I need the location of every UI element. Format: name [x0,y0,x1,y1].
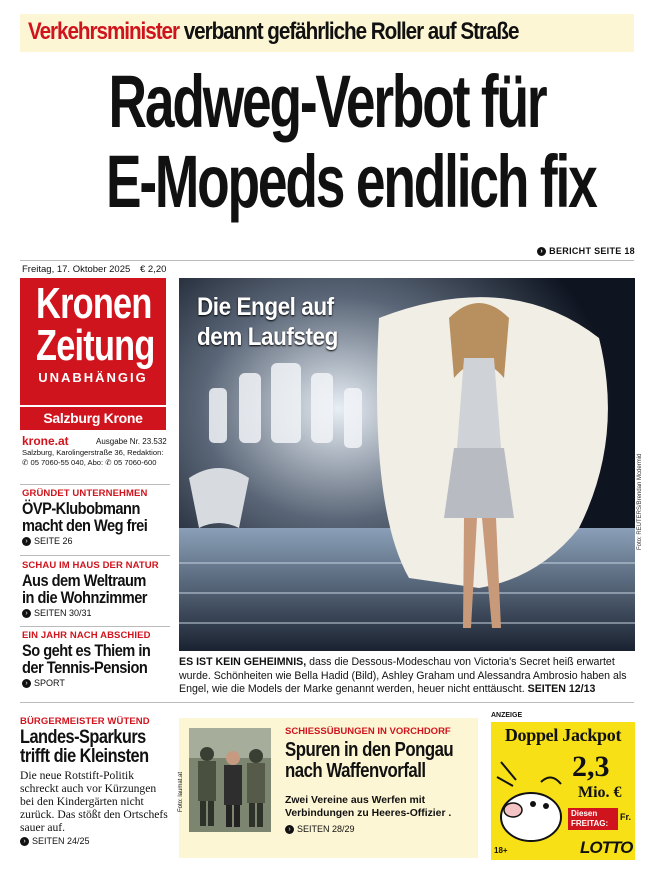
story-kicker: GRÜNDET UNTERNEHMEN [22,488,148,499]
headline-line-1: Radweg-Verbot für [108,60,546,143]
photo-credit: Foto: laumat.at [178,771,184,812]
caption-lead: ES IST KEIN GEHEIMNIS, [179,656,307,668]
story-teaser[interactable] [22,560,170,618]
jackpot-amount: 2,3 [572,750,610,783]
story-headline: ÖVP-Klubobmann macht den Weg frei [22,499,148,535]
story-teaser[interactable] [22,630,170,688]
story-headline: Aus dem Weltraum in die Wohnzimmer [22,571,147,607]
main-headline[interactable] [20,62,634,222]
divider [20,555,170,556]
phone-subscription: 05 7060-600 [113,458,157,467]
story-headline: Landes-Sparkurs trifft die Kleinsten [20,727,149,767]
phone-icon: ✆ [105,458,112,467]
story-headline: So geht es Thiem in der Tennis-Pension [22,641,151,677]
masthead-logo[interactable] [20,278,166,405]
arrow-icon: › [22,679,31,688]
divider [20,484,170,485]
ad-title: Doppel Jackpot [504,725,622,745]
story-teaser[interactable] [20,716,168,846]
divider [20,702,634,703]
website-link[interactable]: krone.at [22,434,69,448]
soldiers-image [189,728,271,832]
report-page-link[interactable] [537,246,635,256]
headline-line-2: E-Mopeds endlich fix [105,140,596,223]
draw-day-badge: Diesen FREITAG: [568,808,618,830]
logo-word-1: Kronen [36,279,152,328]
logo-tagline: UNABHÄNGIG [38,370,148,385]
photo-credit: Foto: REUTERS/Brendan Mcdermid [637,453,643,550]
story-page-ref: › SPORT [22,678,170,688]
logo-word-2: Zeitung [36,321,155,370]
report-page-label: BERICHT SEITE 18 [549,246,635,256]
story-photo [189,728,271,832]
story-body: Zwei Vereine aus Werfen mit Verbindungen zu Heeres-Offizier . [285,795,452,819]
divider [20,626,170,627]
divider [20,260,634,261]
age-restriction: 18+ [494,846,508,855]
phone-icon: ✆ [22,458,29,467]
jackpot-unit: Mio. € [578,784,622,801]
story-page-ref: › SEITE 26 [22,536,170,546]
teaser-strip[interactable] [20,14,634,52]
caption-text: dass die Dessous-Modeschau von Victoria's Secret heiß erwartet wurde. Schönheiten wie Bella Hadid (Bild), Ashley Graham und Alessandra Ambrosio haben als Engel, wie die Models der Marke genannt werden, heuer nicht enttäuscht. [179,656,627,695]
story-page-ref: › SEITEN 30/31 [22,608,170,618]
story-page-ref: › SEITEN 28/29 [285,824,355,834]
issue-number: Ausgabe Nr. 23.532 [96,437,167,446]
photo-headline: Die Engel auf dem Laufsteg [197,293,338,351]
caption-page-ref: SEITEN 12/13 [524,683,596,695]
teaser-keyword: Verkehrsminister [28,18,179,45]
issue-price: € 2,20 [140,264,167,275]
contact-address [22,448,170,468]
story-headline: Spuren in den Pongau nach Waffenvorfall [285,739,454,782]
story-kicker: SCHIESSÜBUNGEN IN VORCHDORF [285,726,451,737]
story-kicker: SCHAU IM HAUS DER NATUR [22,560,159,571]
address-line: Salzburg, Karolingerstraße 36, Redaktion: [22,448,164,457]
arrow-icon: › [22,609,31,618]
story-teaser[interactable] [22,488,170,546]
issue-date: Freitag, 17. Oktober 2025 [22,264,131,275]
draw-day-short: Fr. [620,812,632,822]
ad-label: ANZEIGE [491,712,523,719]
arrow-icon: › [285,825,294,834]
story-body: Die neue Rotstift-Politik schreckt auch vor Kürzungen bei den Kindergärten nicht zurück. Das stößt den Ortschefs sauer auf. [20,769,168,834]
arrow-icon: › [22,537,31,546]
arrow-icon: › [537,247,546,256]
teaser-text: verbannt gefährliche Roller auf Straße [178,18,519,45]
photo-caption[interactable] [179,656,635,697]
story-page-ref: › SEITEN 24/25 [20,836,168,846]
story-kicker: BÜRGERMEISTER WÜTEND [20,716,150,727]
regional-edition: Salzburg Krone [20,407,166,430]
story-kicker: EIN JAHR NACH ABSCHIED [22,630,151,641]
lotto-logo: LOTTO [580,838,633,857]
arrow-icon: › [20,837,29,846]
phone-editorial: 05 7060-55 040, Abo: [30,458,104,467]
